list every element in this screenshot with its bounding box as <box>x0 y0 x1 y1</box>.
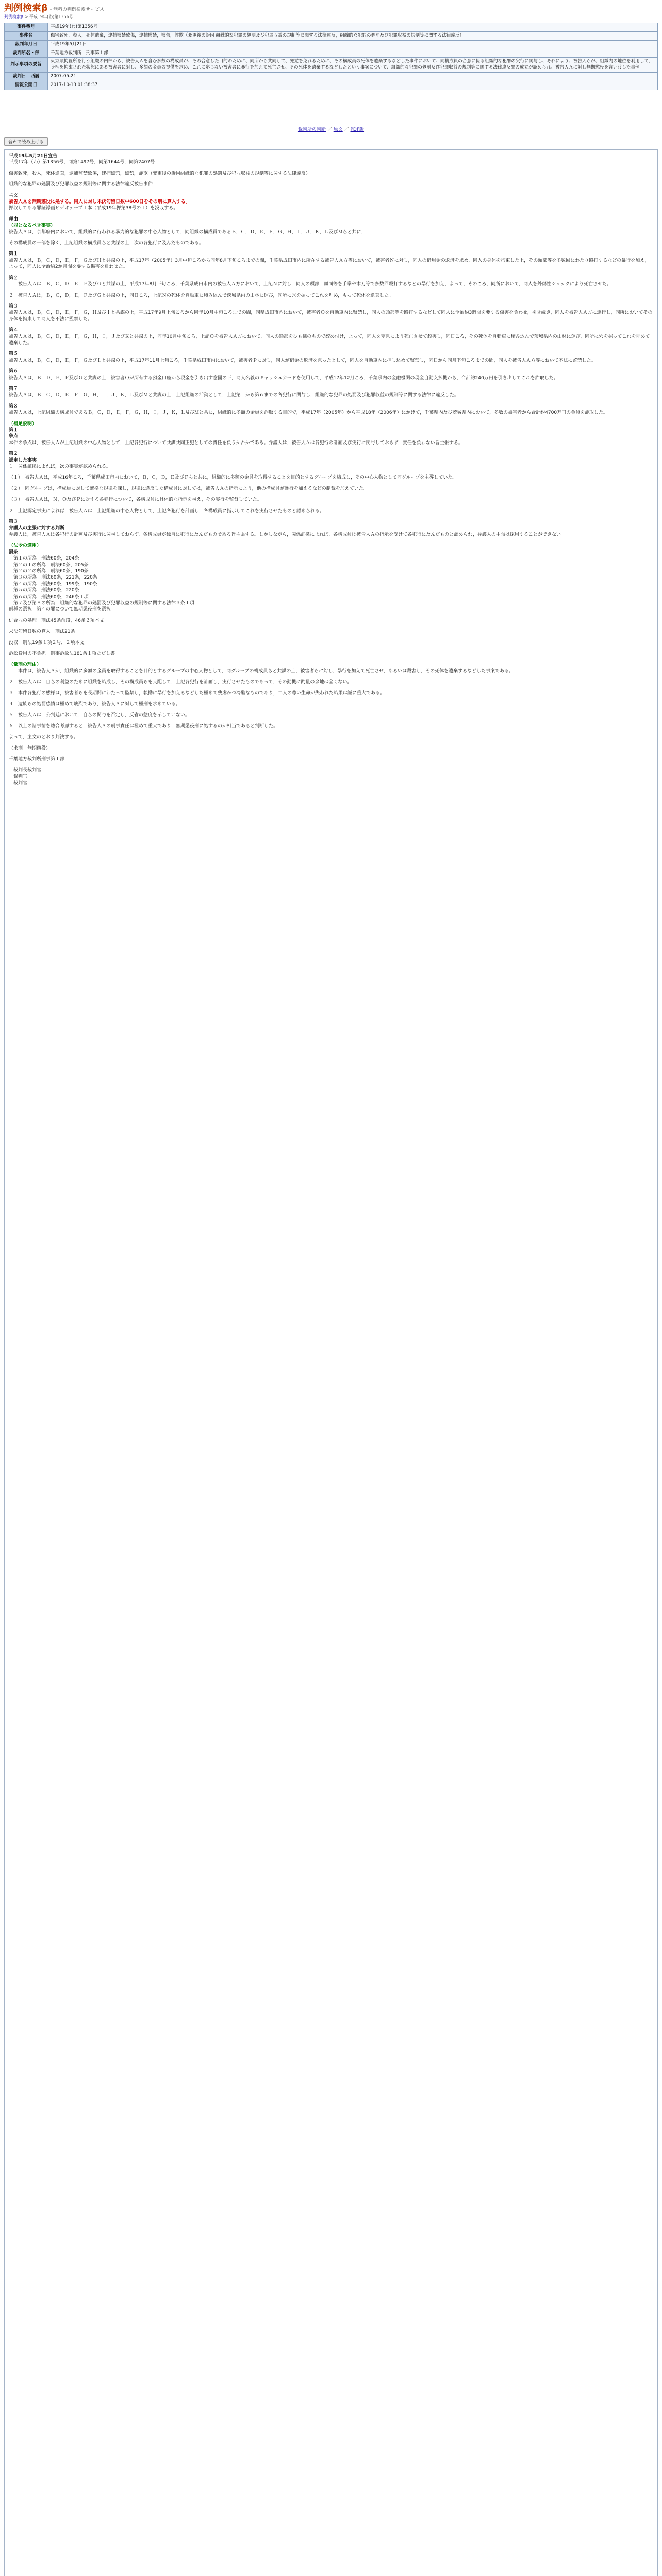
paragraph-spacer <box>9 503 653 508</box>
section-heading: 第８ <box>9 403 19 409</box>
paragraph-spacer <box>9 399 653 403</box>
case-info-table <box>4 23 658 90</box>
info-value: 2007-05-21 <box>48 73 658 81</box>
judgment-text: ２ 被告人Ａは，自らの利益のために組織を結成し，その構成員らを支配して，上記各犯行を計画し，実行させたものであって，その動機に酌量の余地は全くない。 <box>9 680 352 685</box>
paragraph-spacer <box>9 730 653 734</box>
paragraph-spacer <box>9 624 653 629</box>
judgment-text: 押収してある罪証録画ビデオテープ１本（平成19年押第38号の１）を没収する。 <box>9 206 178 211</box>
paragraph-spacer <box>9 381 653 386</box>
paragraph-spacer <box>9 514 653 519</box>
judgment-text: 第５の所為 刑法60条，220条 <box>13 588 79 594</box>
info-label: 裁判日：西暦 <box>5 73 48 81</box>
judgment-text: 第７及び第８の所為 組織的な犯罪の処罰及び犯罪収益の規制等に関する法律３条１項 <box>13 600 195 606</box>
judgment-text: 第３の所為 刑法60条，221条，220条 <box>13 575 97 581</box>
judgment-text: ５ 被告人Ａは，公判廷において，自らの関与を否定し，反省の態度を示していない。 <box>9 713 190 718</box>
judgment-text: （補足説明） <box>9 421 37 427</box>
document-links <box>0 127 662 133</box>
info-value: 傷害致死，殺人，死体遺棄，逮捕監禁致傷，逮捕監禁，監禁，詐欺（変更後の訴因 組織的な犯罪の処罰及び犯罪収益の規制等に関する法律違反，組織的な犯罪の処罰及び犯罪収益の規制等に関する法律違反） <box>48 31 658 40</box>
info-row <box>5 58 658 73</box>
section-heading: 第２ <box>9 451 19 457</box>
section-heading: 第４ <box>9 328 19 333</box>
judgment-text: 平成17年（わ）第1356号，同第1497号，同第1644号，同第2407号 <box>9 160 155 165</box>
judgment-text: 裁判長裁判官 <box>13 768 42 773</box>
info-row <box>5 31 658 40</box>
judgment-text: 第６の所為 刑法60条，246条１項 <box>13 594 89 600</box>
section-heading: 罰条 <box>9 549 19 555</box>
judgment-date: 平成19年5月21日宣告 <box>9 154 58 159</box>
info-label: 裁判年月日 <box>5 40 48 49</box>
judgment-text: 弁護人は，被告人Ａは各犯行の計画及び実行に関与しておらず，各構成員が独自に犯行に及んだものである旨主張する。しかしながら，関係証拠によれば，各構成員は被告人Ａの指示を受けて各犯行に及んだものと認められ，弁護人の主張は採用することができない。 <box>9 532 566 537</box>
judgment-text: 千葉地方裁判所刑事第１部 <box>9 757 65 762</box>
judgment-text: よって，主文のとおり判決する。 <box>9 735 78 740</box>
judgment-text: ４ 遺族らの処罰感情は極めて峻烈であり，被告人Ａに対して極刑を求めている。 <box>9 702 181 707</box>
judgment-text: （求刑 無期懲役） <box>9 745 51 751</box>
section-heading: 第１ <box>9 251 19 257</box>
judgment-text: （１） 被告人Ａは，平成16年ころ，千葉県成田市内において，Ｂ，Ｃ，Ｄ，Ｅ及びＦらと共に，組織的に多額の金員を取得することを目的とするグループを結成し，その中心人物として同グループを主導していた。 <box>9 475 457 481</box>
judgment-text: 没収 刑法19条１項２号，２項本文 <box>9 640 85 646</box>
judgment-text: 被告人Ａは，Ｂ，Ｃ，Ｄ，Ｅ，Ｆ，Ｇ，Ｈ，Ｉ，Ｊ及びＫと共謀の上，同年10月中旬ころ，上記Ｏを被告人Ａ方において，同人の頸部をひも様のもので絞め付け，よって，同人を窒息により死亡させて殺害し，同日ころ，その死体を自動車に積み込んで茨城県内の山林に運び，同所に穴を掘ってこれを埋めて遺棄した。 <box>9 334 650 346</box>
original-link[interactable]: 裁判所の判断 <box>297 127 326 132</box>
judgment-text: 訴訟費用の不負担 刑事訴訟法181条１項ただし書 <box>9 651 115 656</box>
judgment-text: 第４の所為 刑法60条，199条，190条 <box>13 581 97 587</box>
section-heading: 争点 <box>9 434 19 439</box>
section-heading: 第６ <box>9 369 19 375</box>
judgment-text: （法令の適用） <box>9 543 42 549</box>
paragraph-spacer <box>9 674 653 679</box>
paragraph-spacer <box>9 270 653 275</box>
section-heading: 理由 <box>9 216 19 222</box>
info-row <box>5 73 658 81</box>
section-heading: 第２ <box>9 275 19 281</box>
judgment-text: 被告人Ａは，Ｂ，Ｃ，Ｄ，Ｅ，Ｆ，Ｇ，Ｈ及びＩと共謀の上，平成17年9月上旬ころから同年10月中旬ころまでの間，同県成田市内において，被害者Ｏを自動車内に監禁し，同人の頭部等を殴打するなどして同人に全治約3週間を要する傷害を負わせ，引き続き，同人を被告人Ａ方に連行し，同所においてその身体を拘束して同人を不法に監禁した。 <box>9 310 653 322</box>
breadcrumb-home-link[interactable]: 判例検索β <box>4 14 24 19</box>
paragraph-spacer <box>9 212 653 216</box>
info-label: 判示事項の要旨 <box>5 58 48 73</box>
breadcrumb <box>4 14 73 20</box>
paragraph-spacer <box>9 481 653 486</box>
paragraph-spacer <box>9 364 653 368</box>
info-value: 2017-10-13 01:38:37 <box>48 81 658 90</box>
site-logo[interactable]: 判例検索β <box>4 3 48 13</box>
paragraph-spacer <box>9 697 653 701</box>
section-heading: 第１ <box>9 428 19 433</box>
info-row <box>5 23 658 32</box>
judgment-text: 併合罪の処理 刑法45条前段，46条２項本文 <box>9 618 104 623</box>
paragraph-spacer <box>9 762 653 767</box>
link-separator: ／ <box>344 127 349 132</box>
paragraph-spacer <box>9 741 653 745</box>
paragraph-spacer <box>9 613 653 618</box>
judgment-text: 本件の争点は，被告人Ａが上記組織の中心人物として，上記各犯行について共謀共同正犯としての責任を負うか否かである。弁護人は，被告人Ａは各犯行の計画及び実行に関与しておらず，責任を負わない旨主張する。 <box>9 440 463 446</box>
link-separator: ／ <box>327 127 332 132</box>
info-row <box>5 49 658 58</box>
paragraph-spacer <box>9 707 653 712</box>
read-aloud-button[interactable]: 音声で読み上げる <box>4 137 48 146</box>
section-heading: 認定した事実 <box>9 457 37 463</box>
judgment-document <box>4 149 658 2576</box>
judgment-text: 第２の１の所為 刑法60条，205条 <box>13 562 89 568</box>
paragraph-spacer <box>9 657 653 662</box>
paragraph-spacer <box>9 686 653 690</box>
section-heading: 第７ <box>9 386 19 392</box>
paragraph-spacer <box>9 346 653 351</box>
site-header <box>0 0 662 23</box>
judgment-text: 被告人Ａは，Ｂ，Ｄ，Ｅ，Ｆ及びＧと共謀の上，被害者Ｑが所有する預金口座から現金を引き出す意図の下，同人名義のキャッシュカードを使用して，平成17年12月ころ，千葉県内の金融機関の現金自動支払機から，合計約240万円を引き出してこれを詐取した。 <box>9 375 558 381</box>
info-label: 事件名 <box>5 31 48 40</box>
judgment-text: 裁判官 <box>13 781 28 786</box>
breadcrumb-current: 平成19年(わ)第1356号 <box>29 14 73 19</box>
section-heading: 第３ <box>9 519 19 525</box>
judgment-text: ３ 本件各犯行の態様は，被害者らを長期間にわたって監禁し，執拗に暴行を加えるなどした極めて残虐かつ冷酷なものであり，二人の尊い生命が失われた結果は誠に重大である。 <box>9 690 385 696</box>
paragraph-spacer <box>9 635 653 640</box>
judgment-text: １ 本件は，被告人Ａが，組織的に多額の金員を取得することを目的とするグループの中心人物として，同グループの構成員らと共謀の上，被害者らに対し，暴行を加えて死亡させ，あるいは殺害し，その死体を遺棄するなどした事案である。 <box>9 668 514 674</box>
pdf-link[interactable]: PDF版 <box>350 127 365 132</box>
judgment-text: 裁判官 <box>13 774 28 779</box>
judgment-text: １ 関係証拠によれば，次の事実が認められる。 <box>9 464 111 470</box>
judgment-text: 傷害致死，殺人，死体遺棄，逮捕監禁致傷，逮捕監禁，監禁，詐欺（変更後の訴因組織的な犯罪の処罰及び犯罪収益の規制等に関する法律違反） <box>9 171 311 176</box>
judgment-text: 被告人Ａは，上記組織の構成員であるＢ，Ｃ，Ｄ，Ｅ，Ｆ，Ｇ，Ｈ，Ｉ，Ｊ，Ｋ，Ｌ及びＭと共に，組織的に多額の金員を詐取する目的で，平成17年（2005年）から平成18年（2006年）にかけて，千葉県内及び茨城県内において，多数の被害者から合計約4700万円の金員を詐取した。 <box>9 410 608 416</box>
judgment-text: （２） 同グループは，構成員に対して厳格な規律を課し，規律に違反した構成員に対しては，被告人Ａの指示により，他の構成員が暴行を加えるなどの制裁を加えていた。 <box>9 486 368 492</box>
judgment-text: 被告人Ａは，京都府内において，組織的に行われる暴力的な犯罪の中心人物として，同組織の構成員であるＢ，Ｃ，Ｄ，Ｅ，Ｆ，Ｇ，Ｈ，Ｉ，Ｊ，Ｋ，Ｌ及びＭらと共に， <box>9 229 366 235</box>
info-label: 裁判所名・部 <box>5 49 48 58</box>
paragraph-spacer <box>9 299 653 303</box>
site-subtitle: - 無料の判例検索サービス <box>49 7 104 12</box>
info-value: 東京頭拘置所を行う組織の内部から、被告人Ａを含む多数の構成員が、その合意した目的のために、同所から共同して、発覚を免れるために、その構成員の死体を遺棄するなどした事件において、同構成員の合意に係る組織的な犯罪の実行に関与し、それにより、被告人らが、組織内の地位を利用して、身柄を拘束された状態にある被害者に対し、多額の金員の提供を求め、これに応じない被害者に暴行を加えて死亡させ、その死体を遺棄するなどしたという事案について、組織的な犯罪の処罰及び犯罪収益の規制等に関する法律違反罪の成立が認められ、被告人Ａに対し無期懲役を言い渡した事例 <box>48 58 658 73</box>
paragraph-spacer <box>9 470 653 474</box>
judgment-text: ２ 被告人Ａは，Ｂ，Ｃ，Ｄ，Ｅ，Ｆ及びＧと共謀の上，同日ころ，上記Ｎの死体を自動車に積み込んで茨城県内の山林に運び，同所に穴を掘ってこれを埋め，もって死体を遺棄した。 <box>9 293 394 298</box>
judgment-text: 第１の所為 刑法60条，204条 <box>13 556 79 562</box>
judgment-text: 組織的な犯罪の処罰及び犯罪収益の規制等に関する法律違反被告事件 <box>9 182 153 188</box>
section-heading: 第５ <box>9 351 19 357</box>
section-heading: 被告人Ａを無期懲役に処する。同人に対し未決勾留日数中600日をその刑に算入する。 <box>9 199 190 205</box>
section-heading: 主文 <box>9 193 19 198</box>
info-label: 情報公開日 <box>5 81 48 90</box>
judgment-text: （罪となるべき事実） <box>9 223 56 229</box>
judgment-text: 第２の２の所為 刑法60条，190条 <box>13 568 89 574</box>
judgment-text: （３） 被告人Ａは，Ｎ，Ｏ及びＰに対する各犯行について，各構成員に具体的な指示を与え，その実行を監督していた。 <box>9 497 262 503</box>
judgment-text: ２ 上記認定事実によれば，被告人Ａは，上記組織の中心人物として，上記各犯行を計画し，各構成員に指示してこれを実行させたものと認められる。 <box>9 508 324 514</box>
judgment-text: 未決勾留日数の算入 刑法21条 <box>9 629 75 635</box>
paragraph-spacer <box>9 166 653 171</box>
paragraph-spacer <box>9 752 653 756</box>
info-value: 千葉地方裁判所 刑事第１部 <box>48 49 658 58</box>
paragraph-spacer <box>9 719 653 723</box>
paragraph-spacer <box>9 646 653 651</box>
paragraph-spacer <box>9 323 653 327</box>
judgment-text: 被告人Ａは，Ｂ，Ｃ，Ｄ，Ｅ，Ｆ，Ｇ，Ｈ，Ｉ，Ｊ，Ｋ，Ｌ及びＭと共謀の上，上記組織の活動として，上記第１から第６までの各犯行に関与し，組織的な犯罪の処罰及び犯罪収益の規制等に関する法律に違反した。 <box>9 393 459 398</box>
info-label: 事件番号 <box>5 23 48 32</box>
judgment-text: ６ 以上の諸事情を総合考慮すると，被告人Ａの刑事責任は極めて重大であり，無期懲役刑に処するのが相当であると判断した。 <box>9 723 278 729</box>
judgment-text: 被告人Ａは，Ｂ，Ｃ，Ｄ，Ｅ，Ｆ，Ｇ及びＬと共謀の上，平成17年11月上旬ころ，千葉県成田市内において，被害者Ｐに対し，同人が借金の返済を怠ったとして，同人を自動車内に押し込めて監禁し，同日から同月下旬ころまでの間，同人を被告人Ａ方等において不法に監禁した。 <box>9 358 596 363</box>
judgment-text: その構成員の一部を除く，上記組織の構成員らと共謀の上，次の各犯行に及んだものである。 <box>9 241 204 246</box>
paragraph-spacer <box>9 177 653 181</box>
full-text-link[interactable]: 原文 <box>333 127 343 132</box>
section-heading: 第３ <box>9 303 19 309</box>
judgment-text: 刑種の選択 第４の罪について無期懲役刑を選択 <box>9 607 111 613</box>
info-row <box>5 40 658 49</box>
paragraph-spacer <box>9 416 653 421</box>
judgment-text: １ 被告人Ａは，Ｂ，Ｃ，Ｄ，Ｅ，Ｆ及びＧと共謀の上，平成17年8月下旬ころ，千葉県成田市内の被告人Ａ方において，上記Ｎに対し，同人の頭部，顔面等を手拳や木刀等で多数回殴打するなどの暴行を加え，よって，そのころ，同所において，同人を外傷性ショックにより死亡させた。 <box>9 282 612 287</box>
paragraph-spacer <box>9 492 653 497</box>
judgment-text: 被告人Ａは，Ｂ，Ｃ，Ｄ，Ｅ，Ｆ，Ｇ及びＨと共謀の上，平成17年（2005年）3月中旬ころから同年8月下旬ころまでの間，千葉県成田市内に所在する被告人Ａ方等において，被害者Ｎに対し，同人の借用金の返済を求め，同人の身体を拘束した上，その頭部等を多数回にわたり殴打するなどの暴行を加え，よって，同人に全治約2か月間を要する傷害を負わせた。 <box>9 258 650 270</box>
paragraph-spacer <box>9 235 653 240</box>
paragraph-spacer <box>9 188 653 193</box>
info-row <box>5 81 658 90</box>
paragraph-spacer <box>9 538 653 543</box>
info-value: 平成19年(わ)第1356号 <box>48 23 658 32</box>
info-value: 平成19年5月21日 <box>48 40 658 49</box>
paragraph-spacer <box>9 246 653 251</box>
breadcrumb-separator: > <box>24 14 29 19</box>
judgment-text: （量刑の理由） <box>9 662 42 668</box>
paragraph-spacer <box>9 288 653 293</box>
paragraph-spacer <box>9 446 653 451</box>
section-heading: 弁護人の主張に対する判断 <box>9 526 65 531</box>
